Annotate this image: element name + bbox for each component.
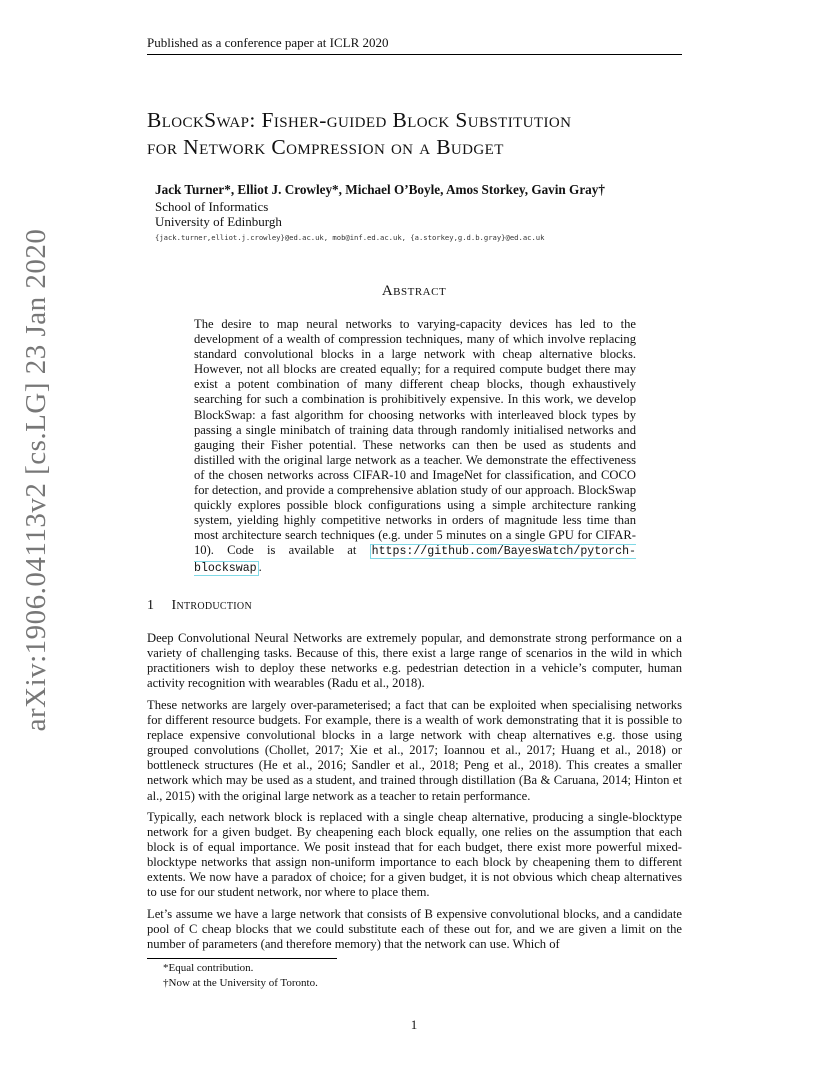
- section-title: Introduction: [171, 598, 252, 613]
- code-link[interactable]: https://github.com/BayesWatch/pytorch-blockswap: [194, 545, 636, 575]
- running-header: Published as a conference paper at ICLR 2020: [147, 35, 682, 55]
- intro-paragraph-1: Deep Convolutional Neural Networks are extremely popular, and demonstrate strong performance on a variety of challenging tasks. Because of this, there exist a large range of scenarios in the wild in which practitioners wish to deploy these networks e.g. pedestrian detection in a vehicle’s computer, human activity recognition with wearables (Radu et al., 2018).: [147, 631, 682, 691]
- affiliation-university: University of Edinburgh: [155, 214, 282, 229]
- intro-paragraph-3: Typically, each network block is replaced with a single cheap alternative, producing a single-blocktype network for a given budget. By cheapening each block equally, one relies on the assumption that each block is of equal importance. We posit instead that for each budget, there exist more powerful mixed-blocktype networks that assign non-uniform importance to each block by cheapening them to different extents. We now have a paradox of choice; for a given budget, it is not obvious which cheap alternatives to use for our student network, nor where to place them.: [147, 810, 682, 900]
- abstract-body: The desire to map neural networks to varying-capacity devices has led to the development of a wealth of compression techniques, many of which involve replacing standard convolutional blocks in a large network with cheap alternative blocks. However, not all blocks are created equally; for a required compute budget there may exist a potent combination of many different cheap blocks, though exhaustively searching for such a combination is prohibitively expensive. In this work, we develop BlockSwap: a fast algorithm for choosing networks with interleaved block types by passing a single minibatch of training data through randomly initialised networks and gauging their Fisher potential. These networks can then be used as students and distilled with the original large network as a teacher. We demonstrate the effectiveness of the chosen networks across CIFAR-10 and ImageNet for classification, and COCO for detection, and provide a comprehensive ablation study of our approach. BlockSwap quickly explores possible block configurations using a simple architecture ranking system, yielding highly competitive networks in orders of magnitude less time than most architecture search techniques (e.g. under 5 minutes on a single GPU for CIFAR-10). Code is available at https://github.com/BayesWatch/pytorch-blockswap .: [194, 317, 636, 575]
- affiliation-school: School of Informatics: [155, 199, 269, 214]
- page-number: 1: [410, 1017, 418, 1032]
- title-line-2: for Network Compression on a Budget: [147, 135, 504, 159]
- footnote-equal-contribution: *Equal contribution.: [163, 962, 254, 974]
- abstract-text: The desire to map neural networks to varying-capacity devices has led to the development of a wealth of compression techniques, many of which involve replacing standard convolutional blocks in a large network with cheap alternative blocks. However, not all blocks are created equally; for a required compute budget there may exist a potent combination of many different cheap blocks, though exhaustively searching for such a combination is prohibitively expensive. In this work, we develop BlockSwap: a fast algorithm for choosing networks with interleaved block types by passing a single minibatch of training data through randomly initialised networks and gauging their Fisher potential. These networks can then be used as students and distilled with the original large network as a teacher. We demonstrate the effectiveness of the chosen networks across CIFAR-10 and ImageNet for classification, and COCO for detection, and provide a comprehensive ablation study of our approach. BlockSwap quickly explores possible block configurations using a simple architecture ranking system, yielding highly competitive networks in orders of magnitude less time than most architecture search techniques (e.g. under 5 minutes on a single GPU for CIFAR-10). Code is available at: [194, 317, 636, 558]
- abstract-heading: Abstract: [381, 283, 447, 299]
- intro-paragraph-4: Let’s assume we have a large network that consists of B expensive convolutional blocks, and a candidate pool of C cheap blocks that we could substitute each of these out for, and we are given a limit on the number of parameters (and therefore memory) that the network can use. Which of: [147, 907, 682, 952]
- section-number: 1: [147, 598, 154, 613]
- paper-title: [147, 107, 707, 161]
- section-heading: [147, 598, 252, 614]
- footnote-rule: [147, 958, 337, 959]
- footnote-toronto: †Now at the University of Toronto.: [163, 977, 318, 989]
- title-line-1: BlockSwap: Fisher-guided Block Substitution: [147, 108, 572, 132]
- arxiv-identifier: arXiv:1906.04113v2 [cs.LG] 23 Jan 2020: [20, 228, 52, 732]
- author-list: Jack Turner*, Elliot J. Crowley*, Michael O’Boyle, Amos Storkey, Gavin Gray†: [155, 182, 605, 197]
- author-emails: {jack.turner,elliot.j.crowley}@ed.ac.uk, mob@inf.ed.ac.uk, {a.storkey,g.d.b.gray}@ed.ac.uk: [155, 233, 545, 242]
- intro-paragraph-2: These networks are largely over-parameterised; a fact that can be exploited when specialising networks for different resource budgets. For example, there is a wealth of work demonstrating that it is possible to replace expensive convolutional blocks in a large network with cheap alternatives e.g. those using grouped convolutions (Chollet, 2017; Xie et al., 2017; Ioannou et al., 2017; Huang et al., 2018) or bottleneck structures (He et al., 2016; Sandler et al., 2018; Peng et al., 2018). This creates a smaller network which may be used as a student, and trained through distillation (Ba & Caruana, 2014; Hinton et al., 2015) with the original large network as a teacher to retain performance.: [147, 698, 682, 803]
